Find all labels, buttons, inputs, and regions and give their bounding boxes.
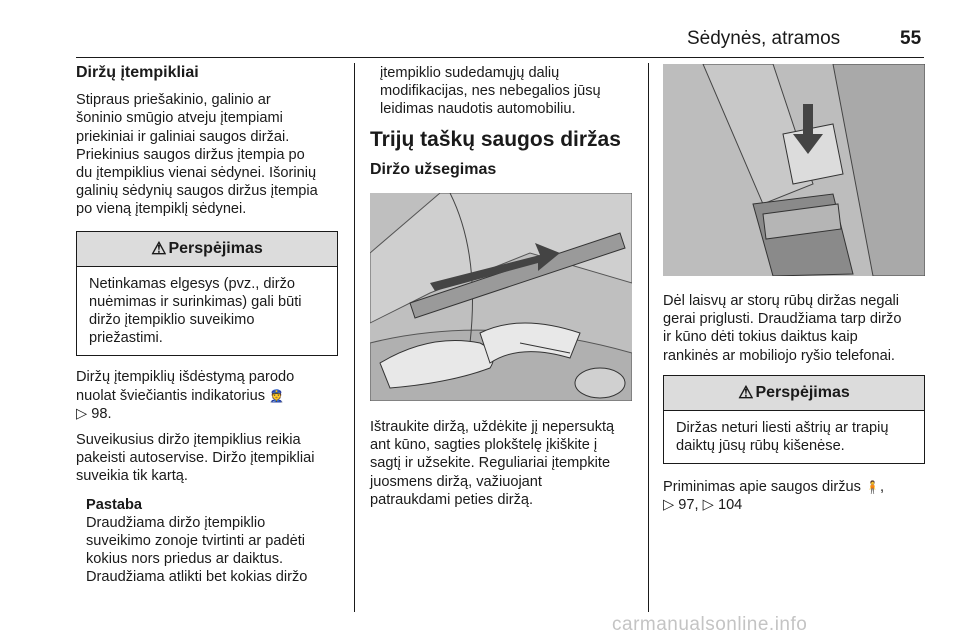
- column-3: [663, 292, 938, 515]
- indicator-paragraph: [76, 368, 346, 423]
- text-line: Diržų įtempiklių išdėstymą parodo: [76, 369, 295, 386]
- warning-title: Perspėjimas: [168, 239, 263, 257]
- text-line: Dėl laisvų ar storų rūbų diržas negali: [663, 293, 900, 309]
- section-heading-pretensioners: Diržų įtempikliai: [76, 64, 199, 81]
- watermark: carmanualsonline.info: [612, 614, 808, 635]
- reference-arrow-icon: ▷: [663, 497, 675, 514]
- text-line: gerai priglusti. Draudžiama tarp diržo: [663, 311, 902, 328]
- warning-header: [664, 376, 924, 411]
- page-number: 55: [900, 28, 922, 49]
- page-header-title: Sėdynės, atramos: [687, 28, 841, 49]
- text-line: ant kūno, sagties plokštelę įkiškite į: [370, 437, 598, 454]
- text-line: modifikacijas, nes nebegalios jūsų: [380, 83, 601, 100]
- column-divider-2: [648, 63, 649, 612]
- text-line: Stipraus priešakinio, galinio ar: [76, 92, 271, 109]
- text-line: du įtempiklius vienai sėdynei. Išorinių: [76, 165, 317, 182]
- replacement-paragraph: [76, 431, 346, 486]
- text-line: rankinės ar mobiliojo ryšio telefonai.: [663, 347, 895, 364]
- text-line: ir kūno dėti tokius daiktus kaip: [663, 329, 858, 346]
- reference-arrow-icon: ▷: [702, 497, 714, 514]
- text-line: Draudžiama atlikti bet kokias diržo: [86, 569, 308, 586]
- column-divider-1: [354, 63, 355, 612]
- text-line: Diržas neturi liesti aštrių ar trapių: [676, 419, 889, 436]
- text-line: sagtį ir užsekite. Reguliariai įtempkite: [370, 455, 611, 472]
- text-line: Priminimas apie saugos diržus 🧍,: [663, 479, 884, 496]
- reference-arrow-icon: ▷: [76, 405, 88, 422]
- text-line: daiktų jūsų rūbų kišenėse.: [676, 438, 845, 455]
- text-line: juosmens diržą, važiuojant: [370, 473, 542, 490]
- section-heading-three-point-belt: Trijų taškų saugos diržas: [370, 127, 621, 151]
- column-2: [370, 64, 640, 179]
- fastening-caption: [370, 418, 645, 509]
- seatbelt-fastening-drawing: [370, 193, 632, 401]
- seatbelt-fastening-illustration: [370, 193, 632, 401]
- text-line: Netinkamas elgesys (pvz., diržo: [89, 275, 296, 292]
- header-rule: [76, 57, 924, 58]
- text-line: galinių sėdynių saugos diržus įtempia: [76, 183, 318, 200]
- text-line: Suveikusius diržo įtempiklius reikia: [76, 432, 301, 449]
- continued-note: [370, 64, 640, 119]
- warning-body: [77, 267, 337, 356]
- page-reference[interactable]: ▷ 98.: [76, 405, 112, 422]
- clothing-paragraph: [663, 292, 938, 365]
- seatbelt-reminder-icon: 🧍: [864, 480, 880, 495]
- warning-triangle-icon: ⚠: [151, 238, 167, 258]
- note-title: Pastaba: [86, 496, 142, 513]
- text-line: priekiniai ir galiniai saugos diržai.: [76, 128, 290, 145]
- buckle-drawing: [663, 64, 925, 276]
- text-line: po vieną įtempiklį sėdynei.: [76, 201, 247, 218]
- warning-box-2: [663, 375, 925, 464]
- text-line: leidimas naudotis automobiliu.: [380, 101, 576, 118]
- text-line: suveikimo zonoje tvirtinti ar padėti: [86, 533, 306, 550]
- text-line: diržo įtempiklio suveikimo: [89, 312, 255, 329]
- warning-title: Perspėjimas: [755, 383, 850, 401]
- text-line: patraukdami peties diržą.: [370, 491, 534, 508]
- text-line: priežastimi.: [89, 330, 163, 347]
- warning-body: [664, 411, 924, 463]
- page-references[interactable]: ▷ 97, ▷ 104: [663, 497, 743, 514]
- text-line: kokius nors priedus ar daiktus.: [86, 551, 284, 568]
- text-line: įtempiklio sudedamųjų dalių: [380, 65, 560, 81]
- column-1: [76, 64, 346, 587]
- warning-triangle-icon: ⚠: [738, 382, 754, 402]
- text-line: pakeisti autoservise. Diržo įtempikliai: [76, 450, 315, 467]
- reminder-paragraph: [663, 478, 938, 514]
- note-block: [76, 496, 346, 587]
- text-line: šoninio smūgio atveju įtempiami: [76, 110, 283, 127]
- subheading-fastening: Diržo užsegimas: [370, 160, 497, 178]
- text-line: nuėmimas ir surinkimas) gali būti: [89, 293, 302, 310]
- text-line: nuolat šviečiantis indikatorius 👮: [76, 387, 285, 404]
- buckle-illustration: [663, 64, 925, 276]
- text-line: suveikia tik kartą.: [76, 468, 188, 485]
- text-line: Priekinius saugos diržus įtempia po: [76, 146, 305, 163]
- warning-header: [77, 232, 337, 267]
- warning-box-1: [76, 231, 338, 357]
- pretensioner-indicator-icon: 👮: [269, 388, 285, 403]
- text-line: Draudžiama diržo įtempiklio: [86, 514, 266, 531]
- intro-paragraph: [76, 91, 346, 218]
- text-line: Ištraukite diržą, uždėkite jį nepersuktą: [370, 419, 615, 435]
